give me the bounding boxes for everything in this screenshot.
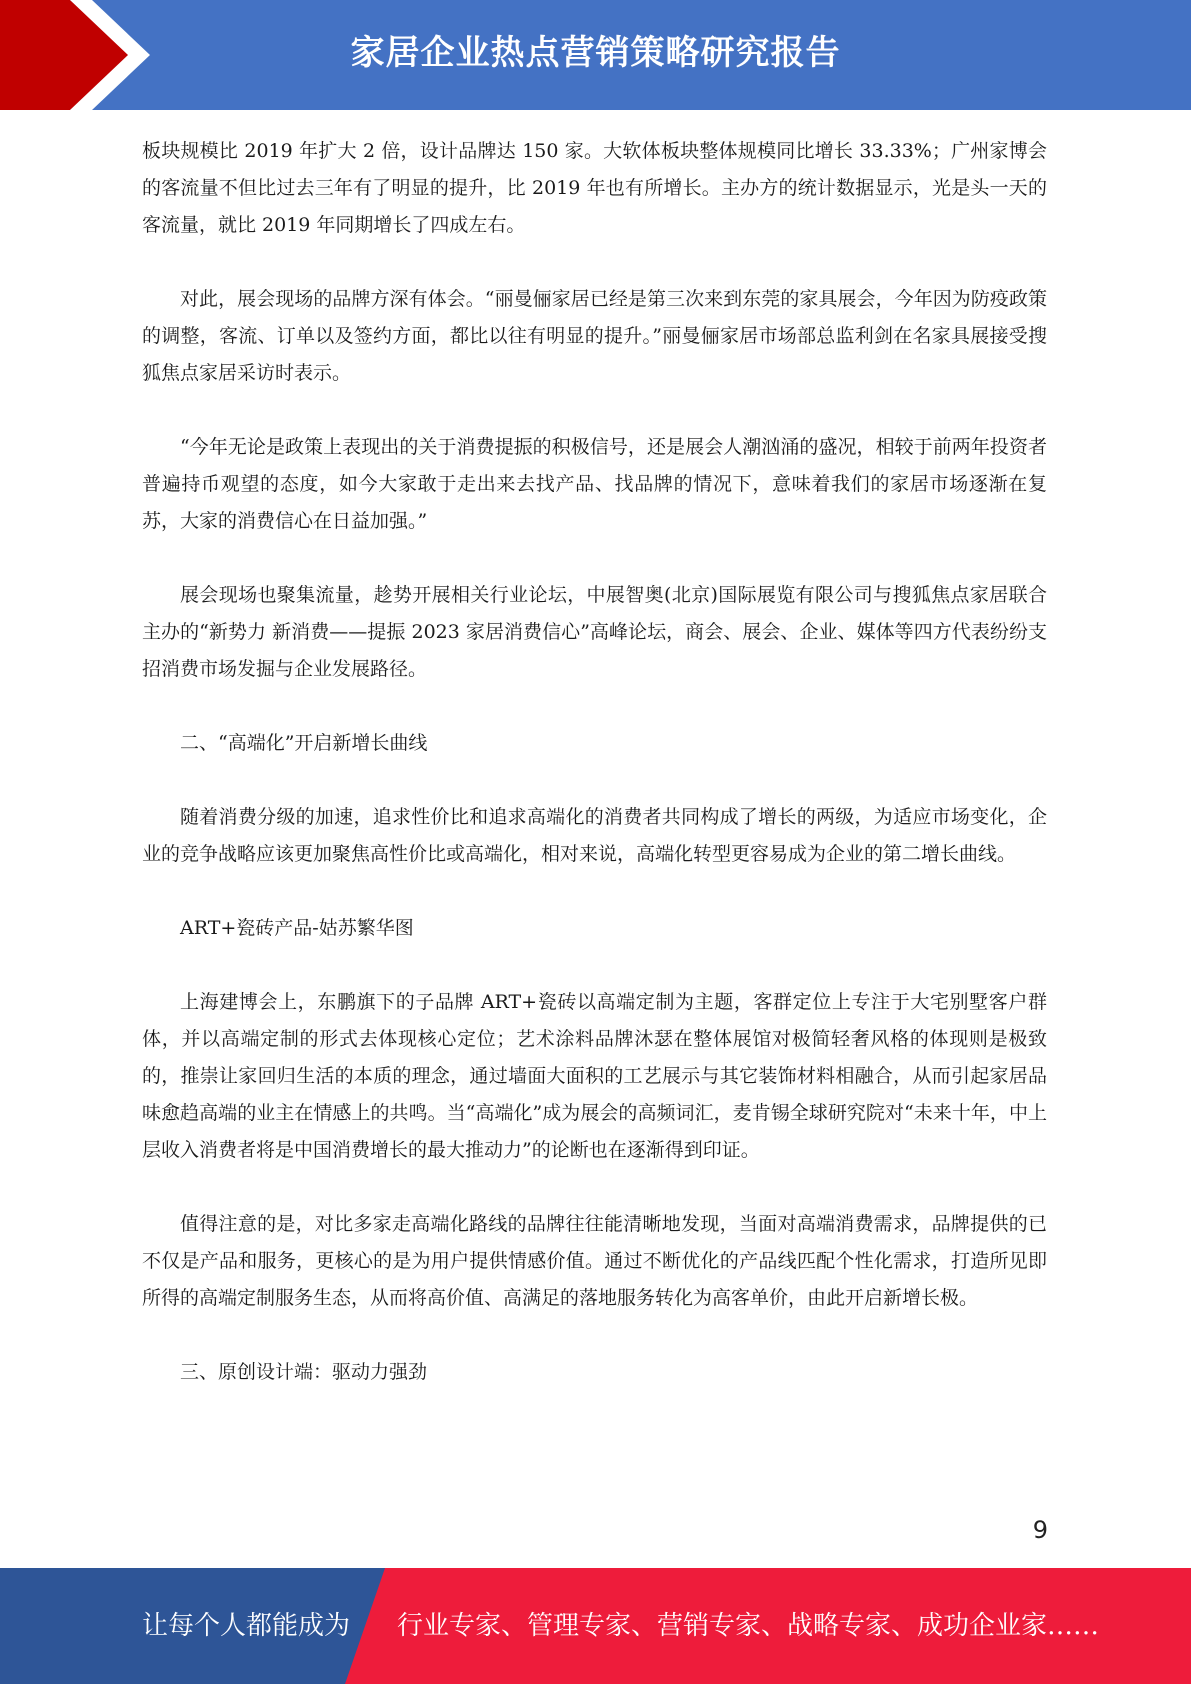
document-body (142, 133, 1047, 1428)
section-heading-2: 二、“高端化”开启新增长曲线 (180, 732, 428, 754)
paragraph-5: 随着消费分级的加速，追求性价比和追求高端化的消费者共同构成了增长的两级，为适应市场变化，企业的竞争战略应该更加聚焦高性价比或高端化，相对来说，高端化转型更容易成为企业的第二增长曲线。 (142, 806, 1047, 865)
paragraph-7: 值得注意的是，对比多家走高端化路线的品牌往往能清晰地发现，当面对高端消费需求，品牌提供的已不仅是产品和服务，更核心的是为用户提供情感价值。通过不断优化的产品线匹配个性化需求，打造所见即所得的高端定制服务生态，从而将高价值、高满足的落地服务转化为高客单价，由此开启新增长极。 (142, 1213, 1047, 1309)
paragraph-1: 板块规模比 2019 年扩大 2 倍，设计品牌达 150 家。大软体板块整体规模同比增长 33.33%；广州家博会的客流量不但比过去三年有了明显的提升，比 2019 年也有所增长。主办方的统计数据显示，光是头一天的客流量，就比 2019 年同期增长了四成左右。 (142, 140, 1047, 236)
header-band (0, 0, 1191, 110)
paragraph-4: 展会现场也聚集流量，趁势开展相关行业论坛，中展智奥(北京)国际展览有限公司与搜狐焦点家居联合主办的“新势力 新消费——提振 2023 家居消费信心”高峰论坛，商会、展会、企业、媒体等四方代表纷纷支招消费市场发掘与企业发展路径。 (142, 584, 1047, 680)
image-caption: ART+瓷砖产品-姑苏繁华图 (180, 917, 414, 939)
paragraph-3: “今年无论是政策上表现出的关于消费提振的积极信号，还是展会人潮汹涌的盛况，相较于前两年投资者普遍持币观望的态度，如今大家敢于走出来去找产品、找品牌的情况下，意味着我们的家居市场逐渐在复苏，大家的消费信心在日益加强。” (142, 436, 1047, 532)
footer-band (0, 1568, 1191, 1684)
page-number: 9 (1032, 1516, 1048, 1544)
section-heading-3: 三、原创设计端：驱动力强劲 (180, 1361, 428, 1383)
header-arrow-icon (0, 0, 160, 110)
paragraph-2: 对此，展会现场的品牌方深有体会。“丽曼俪家居已经是第三次来到东莞的家具展会，今年因为防疫政策的调整，客流、订单以及签约方面，都比以往有明显的提升。”丽曼俪家居市场部总监利剑在名家具展接受搜狐焦点家居采访时表示。 (142, 288, 1047, 384)
page-title: 家居企业热点营销策略研究报告 (350, 33, 841, 73)
paragraph-6: 上海建博会上，东鹏旗下的子品牌 ART+瓷砖以高端定制为主题，客群定位上专注于大宅别墅客户群体，并以高端定制的形式去体现核心定位；艺术涂料品牌沐瑟在整体展馆对极简轻奢风格的体现则是极致的，推崇让家回归生活的本质的理念，通过墙面大面积的工艺展示与其它装饰材料相融合，从而引起家居品味愈趋高端的业主在情感上的共鸣。当“高端化”成为展会的高频词汇，麦肯锡全球研究院对“未来十年，中上层收入消费者将是中国消费增长的最大推动力”的论断也在逐渐得到印证。 (142, 991, 1047, 1161)
footer-slogan-right: 行业专家、管理专家、营销专家、战略专家、成功企业家…… (397, 1611, 1100, 1641)
footer-slogan-left: 让每个人都能成为 (142, 1611, 351, 1641)
